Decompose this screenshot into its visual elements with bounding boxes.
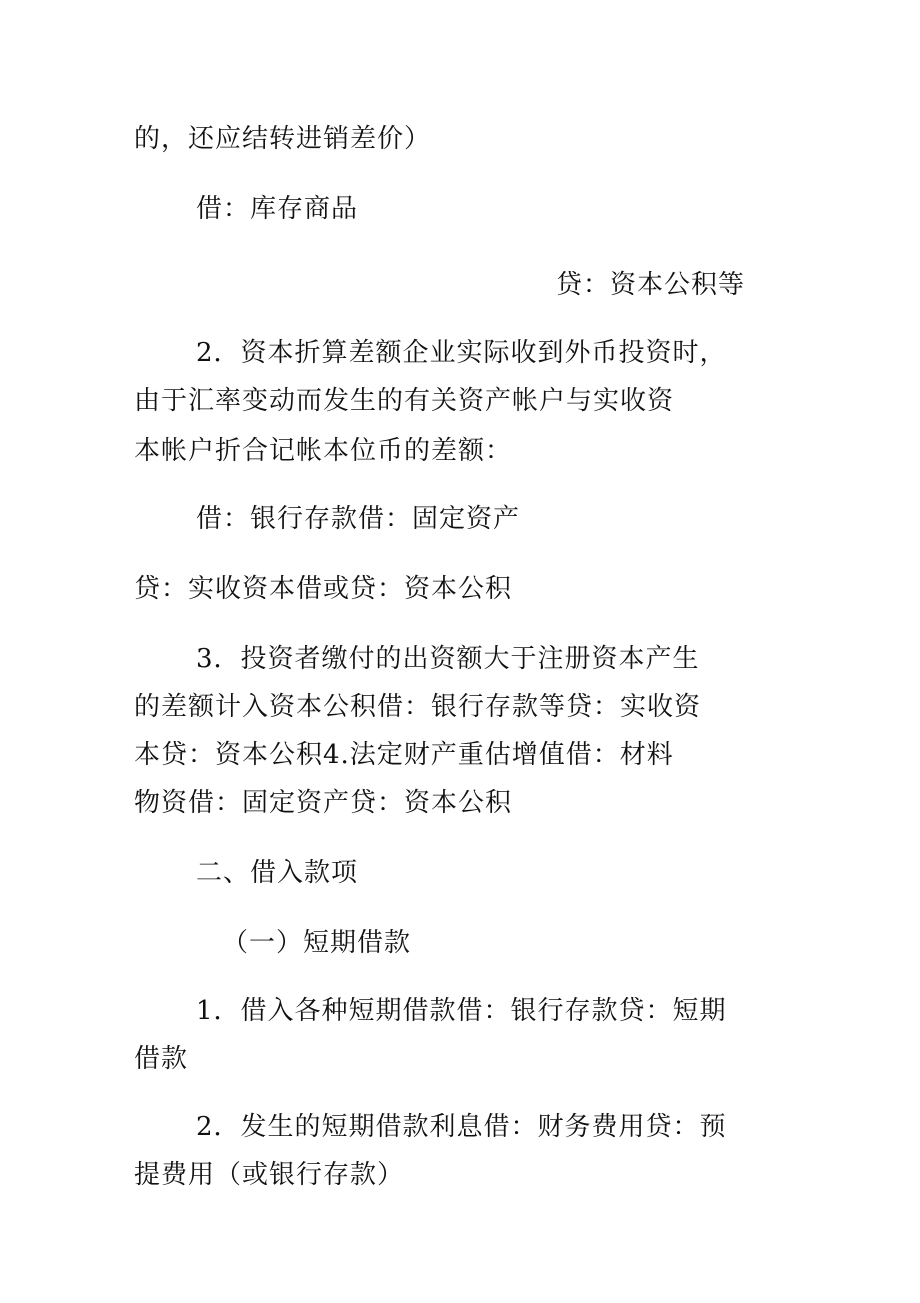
journal-entry-debit: 借：银行存款借：固定资产 [196,504,521,534]
paragraph-line: 2．资本折算差额企业实际收到外币投资时， [196,338,727,368]
paragraph-line: 1．借入各种短期借款借：银行存款贷：短期 [196,996,727,1026]
paragraph-line: 的差额计入资本公积借：银行存款等贷：实收资 [134,692,702,722]
paragraph-line: 借款 [134,1044,189,1074]
paragraph-line: 物资借：固定资产贷：资本公积 [134,788,513,818]
paragraph-line: 本帐户折合记帐本位币的差额： [134,436,513,466]
paragraph-line: 2．发生的短期借款利息借：财务费用贷：预 [196,1112,727,1142]
paragraph-line: 由于汇率变动而发生的有关资产帐户与实收资 [134,386,675,416]
paragraph-line: 3．投资者缴付的出资额大于注册资本产生 [196,644,700,674]
journal-entry-debit: 借：库存商品 [196,194,359,224]
paragraph-line: 的，还应结转进销差价） [134,124,432,154]
paragraph-line: 本贷：资本公积4.法定财产重估增值借：材料 [134,740,674,770]
journal-entry-credit: 贷：实收资本借或贷：资本公积 [134,574,513,604]
section-heading: 二、借入款项 [196,858,359,888]
paragraph-line: 提费用（或银行存款） [134,1160,405,1190]
subsection-heading: （一）短期借款 [222,928,412,958]
journal-entry-credit: 贷：资本公积等 [556,270,746,300]
